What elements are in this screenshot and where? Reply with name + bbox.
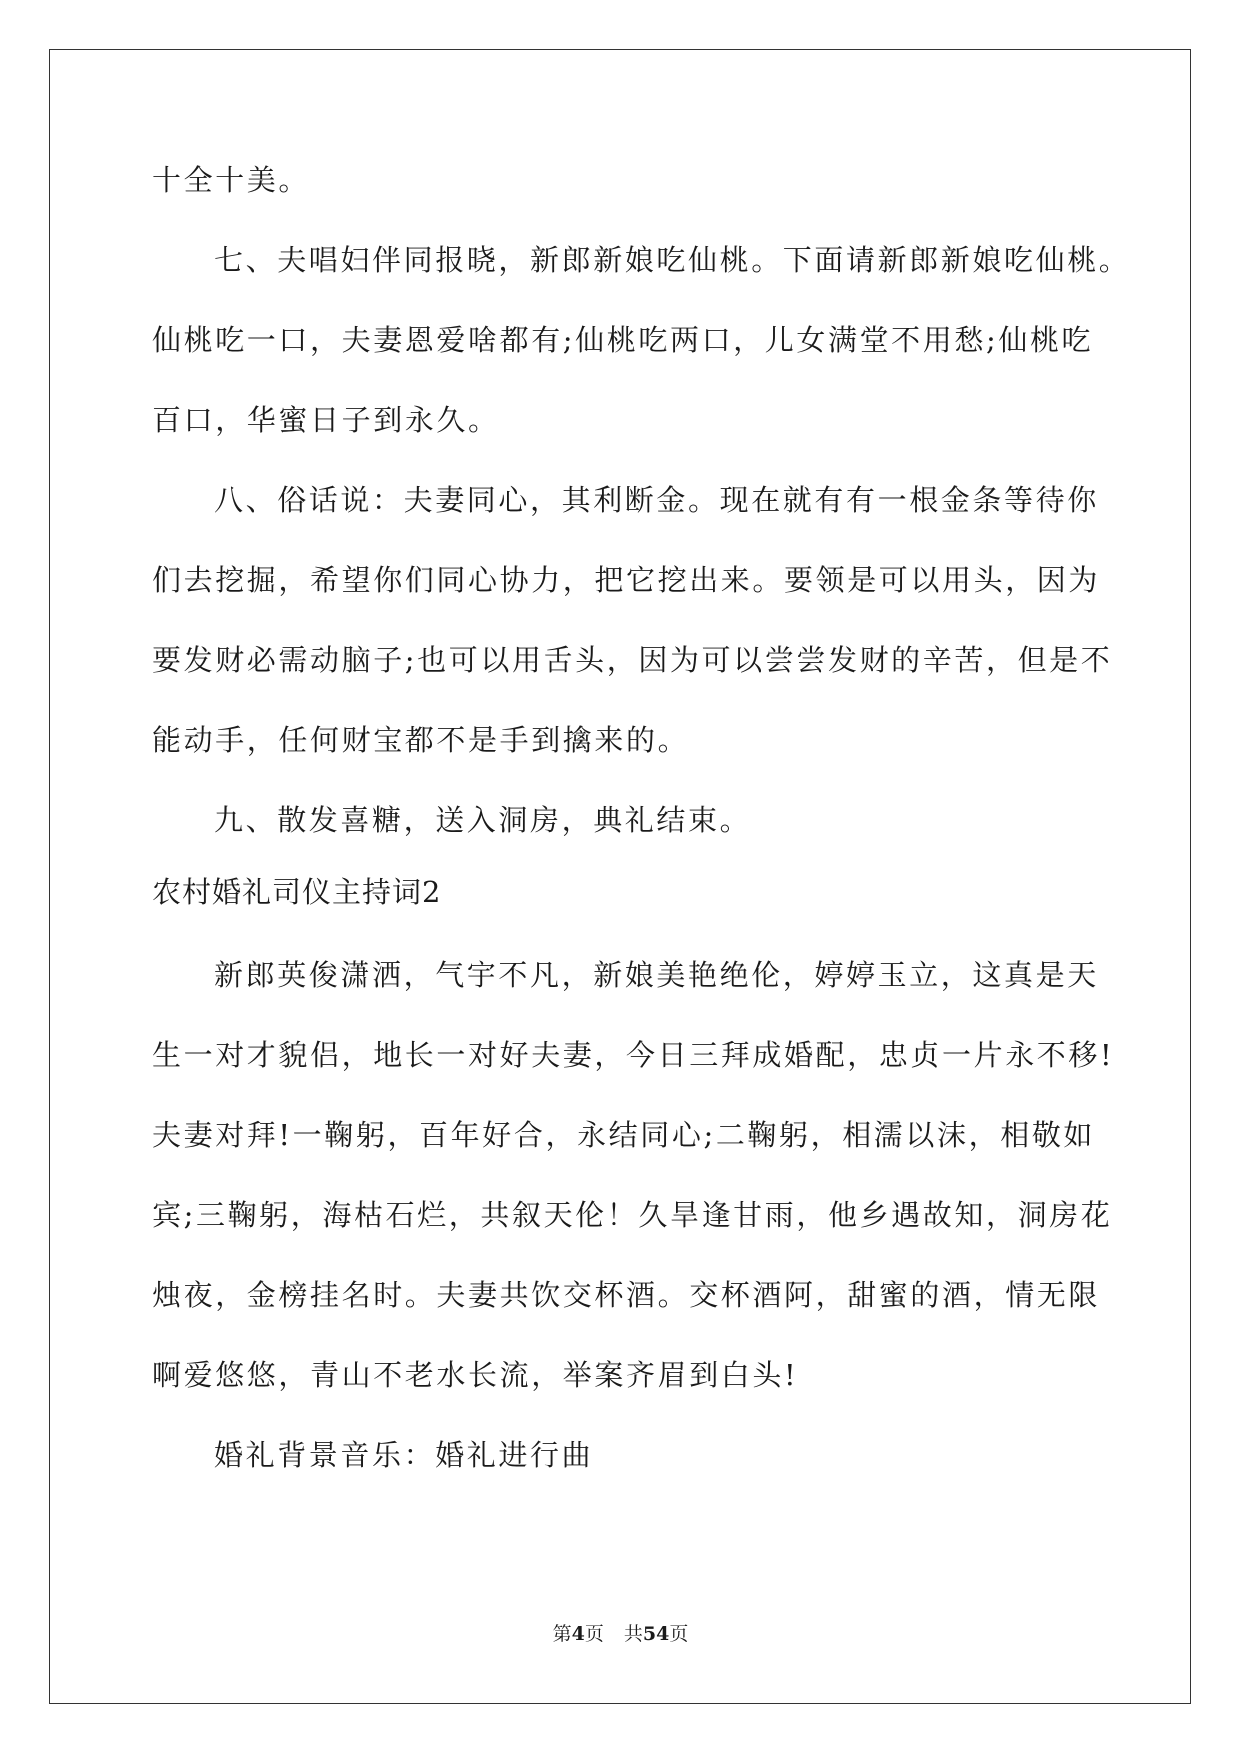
section-heading: 农村婚礼司仪主持词2 — [152, 875, 442, 909]
page-suffix: 页 — [584, 1623, 604, 1645]
page-footer — [0, 1622, 1241, 1646]
page-prefix: 第 — [552, 1623, 572, 1645]
text-line: 要发财必需动脑子;也可以用舌头，因为可以尝尝发财的辛苦，但是不 — [152, 643, 1113, 677]
text-line: 能动手，任何财宝都不是手到擒来的。 — [152, 723, 690, 757]
text-line: 啊爱悠悠，青山不老水长流，举案齐眉到白头! — [152, 1358, 799, 1392]
text-line: 婚礼背景音乐：婚礼进行曲 — [214, 1438, 594, 1472]
total-suffix: 页 — [669, 1623, 689, 1645]
text-line: 七、夫唱妇伴同报晓，新郎新娘吃仙桃。下面请新郎新娘吃仙桃。 — [214, 243, 1131, 277]
text-line: 宾;三鞠躬，海枯石烂，共叙天伦！久旱逢甘雨，他乡遇故知，洞房花 — [152, 1198, 1113, 1232]
total-prefix: 共 — [623, 1623, 643, 1645]
text-line: 十全十美。 — [152, 163, 311, 197]
text-line: 八、俗话说：夫妻同心，其利断金。现在就有有一根金条等待你 — [214, 483, 1099, 517]
total-pages: 54 — [642, 1623, 670, 1645]
text-line: 百口，华蜜日子到永久。 — [152, 403, 500, 437]
text-line: 新郎英俊潇洒，气宇不凡，新娘美艳绝伦，婷婷玉立，这真是天 — [214, 958, 1099, 992]
text-line: 九、散发喜糖，送入洞房，典礼结束。 — [214, 803, 752, 837]
text-line: 夫妻对拜!一鞠躬，百年好合，永结同心;二鞠躬，相濡以沫，相敬如 — [152, 1118, 1096, 1152]
text-line: 们去挖掘，希望你们同心协力，把它挖出来。要领是可以用头，因为 — [152, 563, 1101, 597]
page-number: 4 — [571, 1623, 585, 1645]
text-line: 生一对才貌侣，地长一对好夫妻，今日三拜成婚配，忠贞一片永不移! — [152, 1038, 1115, 1072]
text-line: 仙桃吃一口，夫妻恩爱啥都有;仙桃吃两口，儿女满堂不用愁;仙桃吃 — [152, 323, 1094, 357]
text-line: 烛夜，金榜挂名时。夫妻共饮交杯酒。交杯酒阿，甜蜜的酒，情无限 — [152, 1278, 1101, 1312]
